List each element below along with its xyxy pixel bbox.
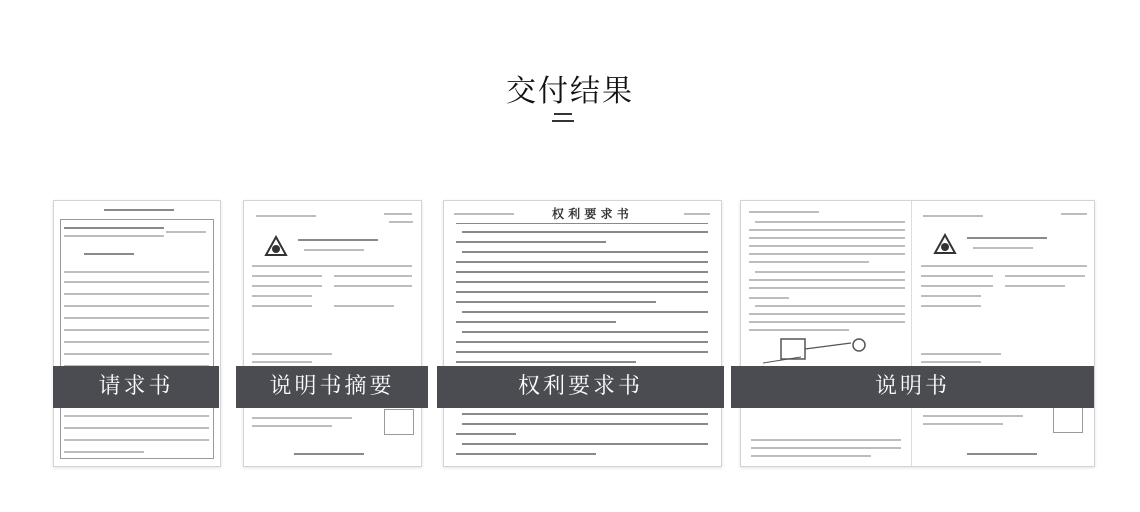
description-label: 说明书	[731, 366, 1094, 408]
request-form-label: 请求书	[53, 366, 219, 408]
claims-thumbnail[interactable]	[443, 200, 722, 467]
patent-emblem-icon	[264, 235, 288, 257]
patent-emblem-icon	[933, 233, 957, 255]
abstract-thumbnail[interactable]	[243, 200, 422, 467]
claims-label: 权利要求书	[437, 366, 724, 408]
claims-doc-header: 权 利 要 求 书	[552, 207, 629, 221]
request-form-thumbnail[interactable]	[53, 200, 221, 467]
abstract-label: 说明书摘要	[236, 366, 428, 408]
description-thumbnail[interactable]	[740, 200, 1095, 467]
title-underline-icon	[552, 113, 576, 125]
section-title: 交付结果	[506, 74, 634, 109]
